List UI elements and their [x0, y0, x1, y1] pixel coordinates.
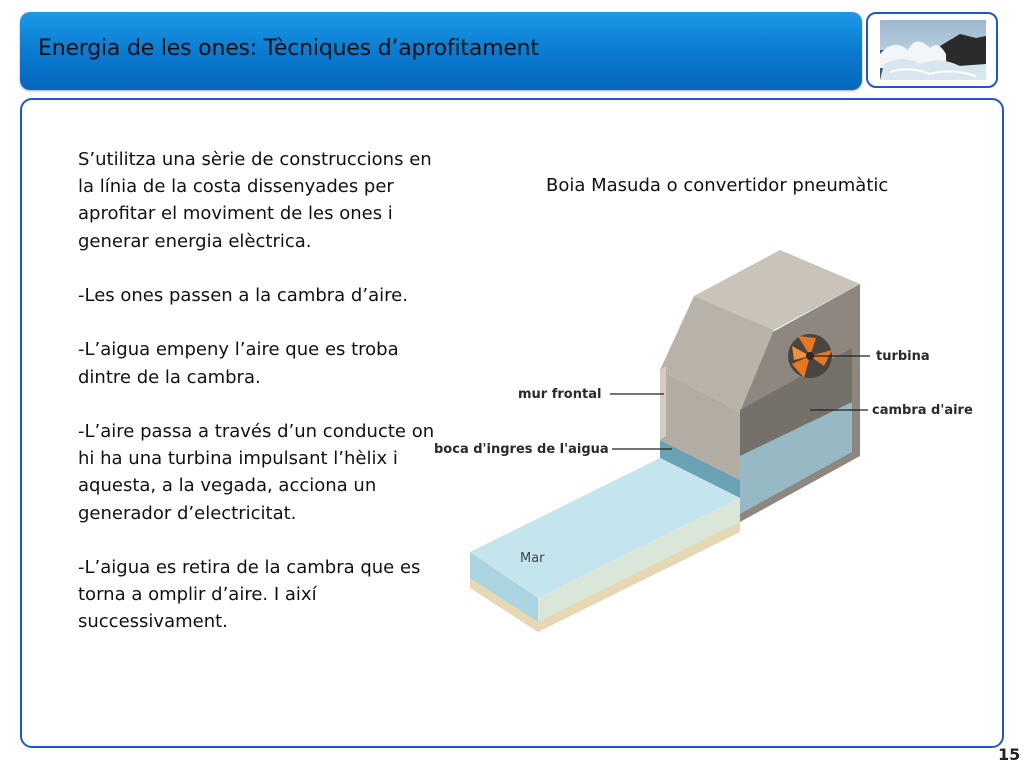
- intro-paragraph: S’utilitza una sèrie de construccions en la línia de la costa dissenyades per aprofitar el moviment de les ones i generar energia elèctrica.: [78, 149, 432, 252]
- turbina-label: turbina: [876, 349, 930, 364]
- title-bar: [20, 12, 862, 90]
- step-2-paragraph: -L’aigua empeny l’aire que es troba dintre de la cambra.: [78, 339, 399, 388]
- cambra-aire-label: cambra d'aire: [872, 403, 973, 418]
- body-text: [78, 146, 453, 636]
- boca-ingres-label: boca d'ingres de l'aigua: [434, 442, 609, 457]
- mur-frontal-label: mur frontal: [518, 387, 602, 402]
- step-3-paragraph: -L’aire passa a través d’un conducte on hi ha una turbina impulsant l’hèlix i aquesta, a la vegada, acciona un generador d’electricitat.: [78, 420, 435, 524]
- step-1-paragraph: -Les ones passen a la cambra d’aire.: [78, 285, 408, 306]
- masuda-buoy-diagram: [420, 240, 980, 640]
- page-title: Energia de les ones: Tècniques d’aprofitament: [38, 36, 539, 61]
- mar-label: Mar: [520, 551, 545, 566]
- front-wall-edge: [660, 366, 666, 440]
- thumbnail-frame: [866, 12, 998, 88]
- step-4-paragraph: -L’aigua es retira de la cambra que es torna a omplir d’aire. I així successivament.: [78, 556, 421, 633]
- page-number: 15: [998, 745, 1021, 764]
- ocean-waves-icon: [880, 20, 986, 80]
- figure-caption: Boia Masuda o convertidor pneumàtic: [546, 175, 889, 196]
